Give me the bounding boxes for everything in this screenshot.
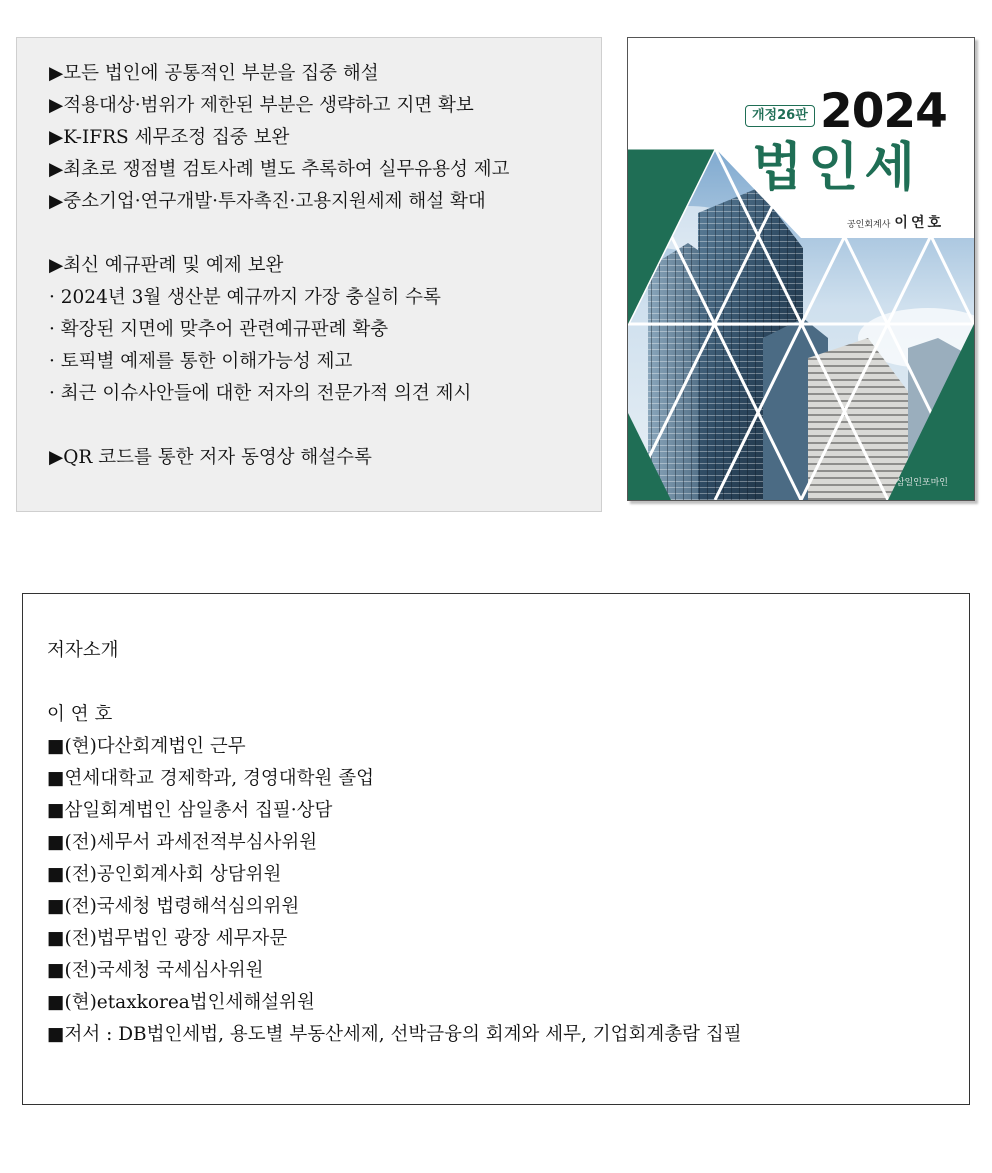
career-item: ■(전)국세청 법령해석심의위원 — [47, 896, 300, 917]
feature-line: ▶최초로 쟁점별 검토사례 별도 추록하여 실무유용성 제고 — [49, 159, 510, 180]
feature-subline: · 확장된 지면에 맞추어 관련예규판례 확충 — [49, 319, 389, 340]
cover-author-name: 이연호 — [894, 215, 944, 231]
features-box — [16, 37, 602, 512]
author-name: 이 연 호 — [47, 704, 113, 725]
feature-subline: · 토픽별 예제를 통한 이해가능성 제고 — [49, 351, 353, 372]
author-intro-box — [22, 593, 970, 1105]
cover-publisher: 삼일인포마인 — [895, 478, 948, 488]
career-item: ■(전)세무서 과세전적부심사위원 — [47, 832, 318, 853]
edition-badge: 개정26판 — [745, 105, 815, 127]
feature-line: ▶K-IFRS 세무조정 집중 보완 — [49, 127, 290, 148]
feature-subline: · 2024년 3월 생산분 예규까지 가장 충실히 수록 — [49, 287, 441, 308]
feature-line: ▶모든 법인에 공통적인 부분을 집중 해설 — [49, 63, 379, 84]
career-item: ■(전)국세청 국세심사위원 — [47, 960, 264, 981]
author-heading: 저자소개 — [47, 640, 119, 661]
career-item: ■저서 : DB법인세법, 용도별 부동산세제, 선박금융의 회계와 세무, 기업회계총람 집필 — [47, 1024, 742, 1045]
cover-title: 법인세 — [752, 138, 921, 198]
career-item: ■(전)공인회계사회 상담위원 — [47, 864, 282, 885]
cover-author-role: 공인회계사 — [846, 220, 891, 230]
feature-line: ▶중소기업·연구개발·투자촉진·고용지원세제 해설 확대 — [49, 191, 486, 212]
feature-subline: · 최근 이슈사안들에 대한 저자의 전문가적 의견 제시 — [49, 383, 472, 404]
feature-line: ▶최신 예규판례 및 예제 보완 — [49, 255, 284, 276]
career-item: ■삼일회계법인 삼일총서 집필·상담 — [47, 800, 333, 821]
career-item: ■(현)etaxkorea법인세해설위원 — [47, 992, 315, 1013]
cover-author — [847, 212, 944, 232]
career-item: ■(현)다산회계법인 근무 — [47, 736, 246, 757]
career-item: ■(전)법무법인 광장 세무자문 — [47, 928, 288, 949]
feature-line: ▶적용대상·범위가 제한된 부분은 생략하고 지면 확보 — [49, 95, 474, 116]
career-item: ■연세대학교 경제학과, 경영대학원 졸업 — [47, 768, 374, 789]
book-cover — [627, 37, 975, 501]
feature-line: ▶QR 코드를 통한 저자 동영상 해설수록 — [49, 447, 372, 468]
cover-year: 2024 — [820, 84, 947, 139]
